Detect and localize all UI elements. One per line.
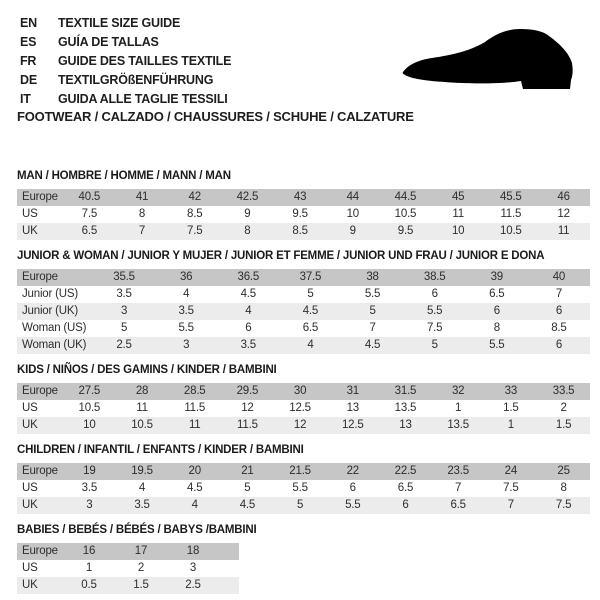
table-row xyxy=(17,480,590,497)
size-cell: 30 xyxy=(274,383,327,400)
size-cell: 44 xyxy=(326,189,379,206)
size-cell: 11.5 xyxy=(221,417,274,434)
size-cell: 32 xyxy=(432,383,485,400)
size-cell: 27.5 xyxy=(63,383,116,400)
size-cell: 19 xyxy=(63,463,116,480)
row-label: Europe xyxy=(17,269,93,286)
size-cell: 6 xyxy=(528,303,590,320)
size-cell: 2.5 xyxy=(93,337,155,354)
size-cell: 10.5 xyxy=(379,206,432,223)
language-code: FR xyxy=(20,54,37,68)
size-cell: 25 xyxy=(537,463,590,480)
size-cell: 46 xyxy=(537,189,590,206)
size-cell: 10 xyxy=(432,223,485,240)
size-cell: 4.5 xyxy=(217,286,279,303)
size-cell: 2 xyxy=(537,400,590,417)
size-cell: 5.5 xyxy=(155,320,217,337)
size-cell: 24 xyxy=(485,463,538,480)
size-cell: 5 xyxy=(274,497,327,514)
size-cell: 8 xyxy=(537,480,590,497)
size-cell: 4 xyxy=(155,286,217,303)
size-cell: 7 xyxy=(485,497,538,514)
row-label: Europe xyxy=(17,543,63,560)
size-cell: 29.5 xyxy=(221,383,274,400)
row-label: US xyxy=(17,400,63,417)
size-cell: 7 xyxy=(528,286,590,303)
size-cell: 1.5 xyxy=(537,417,590,434)
size-cell: 41 xyxy=(116,189,169,206)
size-cell: 11.5 xyxy=(485,206,538,223)
language-row-it xyxy=(20,89,231,108)
size-cell: 5.5 xyxy=(466,337,528,354)
size-cell: 5.5 xyxy=(404,303,466,320)
size-cell: 40.5 xyxy=(63,189,116,206)
size-cell: 38 xyxy=(342,269,404,286)
size-cell: 12 xyxy=(221,400,274,417)
size-cell: 5.5 xyxy=(274,480,327,497)
table-title-junior-woman: JUNIOR & WOMAN / JUNIOR Y MUJER / JUNIOR ET FEMME / JUNIOR UND FRAU / JUNIOR E DONA xyxy=(17,250,545,262)
size-cell: 6.5 xyxy=(432,497,485,514)
size-cell: 18 xyxy=(167,543,219,560)
size-cell: 3 xyxy=(63,497,116,514)
table-row xyxy=(17,577,239,594)
size-cell: 13 xyxy=(379,417,432,434)
table-row xyxy=(17,463,590,480)
size-table-junior-woman xyxy=(17,269,590,354)
size-cell: 0.5 xyxy=(63,577,115,594)
row-label: Woman (UK) xyxy=(17,337,93,354)
language-code: ES xyxy=(20,35,37,49)
size-cell: 3 xyxy=(155,337,217,354)
size-cell: 9.5 xyxy=(274,206,327,223)
row-label: Europe xyxy=(17,189,63,206)
size-cell: 11.5 xyxy=(168,400,221,417)
size-cell: 1.5 xyxy=(485,400,538,417)
table-row xyxy=(17,560,239,577)
size-cell: 21 xyxy=(221,463,274,480)
section-babies xyxy=(17,524,590,594)
language-label: GUIDE DES TAILLES TEXTILE xyxy=(58,54,232,68)
filler-cell xyxy=(219,577,239,594)
table-row xyxy=(17,383,590,400)
table-row xyxy=(17,269,590,286)
size-cell: 10 xyxy=(63,417,116,434)
size-cell: 36 xyxy=(155,269,217,286)
row-label: UK xyxy=(17,577,63,594)
size-cell: 2.5 xyxy=(167,577,219,594)
size-cell: 28 xyxy=(116,383,169,400)
size-cell: 5.5 xyxy=(326,497,379,514)
size-cell: 39 xyxy=(466,269,528,286)
category-title: FOOTWEAR / CALZADO / CHAUSSURES / SCHUHE / CALZATURE xyxy=(17,109,414,124)
size-cell: 1 xyxy=(63,560,115,577)
size-cell: 11 xyxy=(537,223,590,240)
size-cell: 5 xyxy=(93,320,155,337)
table-row xyxy=(17,320,590,337)
size-cell: 3.5 xyxy=(63,480,116,497)
size-cell: 13 xyxy=(326,400,379,417)
table-title-children: CHILDREN / INFANTIL / ENFANTS / KINDER / BAMBINI xyxy=(17,444,304,456)
table-row xyxy=(17,223,590,240)
filler-cell xyxy=(219,560,239,577)
size-cell: 11 xyxy=(432,206,485,223)
size-cell: 10 xyxy=(326,206,379,223)
size-cell: 9 xyxy=(221,206,274,223)
size-table-kids xyxy=(17,383,590,434)
size-cell: 7 xyxy=(116,223,169,240)
language-label: GUIDA ALLE TAGLIE TESSILI xyxy=(58,92,228,106)
size-table-children xyxy=(17,463,590,514)
size-cell: 1 xyxy=(432,400,485,417)
size-cell: 45 xyxy=(432,189,485,206)
size-cell: 3.5 xyxy=(155,303,217,320)
size-cell: 19.5 xyxy=(116,463,169,480)
language-label: TEXTILGRÖßENFÜHRUNG xyxy=(58,73,214,87)
size-cell: 6 xyxy=(379,497,432,514)
size-cell: 13.5 xyxy=(432,417,485,434)
size-table-babies xyxy=(17,543,239,594)
table-row xyxy=(17,497,590,514)
size-cell: 21.5 xyxy=(274,463,327,480)
size-cell: 11 xyxy=(168,417,221,434)
table-row xyxy=(17,337,590,354)
table-title-babies: BABIES / BEBÉS / BÉBÉS / BABYS /BAMBINI xyxy=(17,524,257,536)
row-label: US xyxy=(17,206,63,223)
language-row-fr xyxy=(20,51,231,70)
size-cell: 13.5 xyxy=(379,400,432,417)
size-cell: 8 xyxy=(466,320,528,337)
row-label: Junior (US) xyxy=(17,286,93,303)
section-children xyxy=(17,444,590,514)
row-label: Europe xyxy=(17,463,63,480)
size-cell: 12 xyxy=(537,206,590,223)
filler-cell xyxy=(219,543,239,560)
table-row xyxy=(17,206,590,223)
size-cell: 43 xyxy=(274,189,327,206)
size-cell: 38.5 xyxy=(404,269,466,286)
row-label: Woman (US) xyxy=(17,320,93,337)
size-cell: 5 xyxy=(221,480,274,497)
size-cell: 23.5 xyxy=(432,463,485,480)
language-list xyxy=(20,13,231,108)
size-cell: 6.5 xyxy=(379,480,432,497)
size-cell: 35.5 xyxy=(93,269,155,286)
size-cell: 3 xyxy=(167,560,219,577)
size-cell: 16 xyxy=(63,543,115,560)
size-cell: 40 xyxy=(528,269,590,286)
size-cell: 42 xyxy=(168,189,221,206)
size-cell: 11 xyxy=(116,400,169,417)
row-label: Europe xyxy=(17,383,63,400)
size-cell: 12.5 xyxy=(326,417,379,434)
size-cell: 22.5 xyxy=(379,463,432,480)
section-junior-woman xyxy=(17,250,590,354)
section-kids xyxy=(17,364,590,434)
language-row-de xyxy=(20,70,231,89)
size-cell: 8 xyxy=(116,206,169,223)
size-cell: 1.5 xyxy=(115,577,167,594)
language-row-en xyxy=(20,13,231,32)
size-tables xyxy=(17,170,590,600)
size-cell: 7.5 xyxy=(485,480,538,497)
size-cell: 7.5 xyxy=(63,206,116,223)
size-cell: 45.5 xyxy=(485,189,538,206)
size-cell: 31 xyxy=(326,383,379,400)
size-cell: 7.5 xyxy=(168,223,221,240)
language-label: GUÍA DE TALLAS xyxy=(58,35,159,49)
row-label: UK xyxy=(17,223,63,240)
table-title-man: MAN / HOMBRE / HOMME / MANN / MAN xyxy=(17,170,231,182)
section-man xyxy=(17,170,590,240)
size-cell: 7.5 xyxy=(537,497,590,514)
size-cell: 37.5 xyxy=(279,269,341,286)
language-code: EN xyxy=(20,16,37,30)
row-label: US xyxy=(17,560,63,577)
row-label: Junior (UK) xyxy=(17,303,93,320)
size-cell: 8.5 xyxy=(168,206,221,223)
language-label: TEXTILE SIZE GUIDE xyxy=(58,16,181,30)
size-cell: 36.5 xyxy=(217,269,279,286)
size-cell: 33.5 xyxy=(537,383,590,400)
size-cell: 6.5 xyxy=(466,286,528,303)
size-cell: 5 xyxy=(342,303,404,320)
size-table-man xyxy=(17,189,590,240)
size-cell: 6.5 xyxy=(279,320,341,337)
size-cell: 17 xyxy=(115,543,167,560)
size-cell: 6 xyxy=(528,337,590,354)
size-cell: 8.5 xyxy=(274,223,327,240)
size-cell: 3 xyxy=(93,303,155,320)
table-row xyxy=(17,400,590,417)
size-cell: 33 xyxy=(485,383,538,400)
size-cell: 4.5 xyxy=(168,480,221,497)
row-label: UK xyxy=(17,497,63,514)
size-cell: 12 xyxy=(274,417,327,434)
size-cell: 4.5 xyxy=(279,303,341,320)
size-cell: 12.5 xyxy=(274,400,327,417)
size-cell: 9 xyxy=(326,223,379,240)
row-label: US xyxy=(17,480,63,497)
table-row xyxy=(17,303,590,320)
size-cell: 6 xyxy=(404,286,466,303)
size-cell: 4 xyxy=(116,480,169,497)
size-cell: 5 xyxy=(404,337,466,354)
size-cell: 31.5 xyxy=(379,383,432,400)
size-cell: 7.5 xyxy=(404,320,466,337)
size-cell: 10.5 xyxy=(485,223,538,240)
size-cell: 1 xyxy=(485,417,538,434)
size-cell: 6 xyxy=(217,320,279,337)
table-row xyxy=(17,286,590,303)
shoe-icon xyxy=(390,25,590,100)
size-cell: 28.5 xyxy=(168,383,221,400)
size-cell: 8.5 xyxy=(528,320,590,337)
language-row-es xyxy=(20,32,231,51)
size-cell: 6.5 xyxy=(63,223,116,240)
size-cell: 44.5 xyxy=(379,189,432,206)
size-cell: 4.5 xyxy=(221,497,274,514)
language-code: DE xyxy=(20,73,37,87)
size-cell: 7 xyxy=(432,480,485,497)
size-cell: 10.5 xyxy=(116,417,169,434)
size-cell: 3.5 xyxy=(93,286,155,303)
size-cell: 5.5 xyxy=(342,286,404,303)
row-label: UK xyxy=(17,417,63,434)
size-cell: 6 xyxy=(466,303,528,320)
size-cell: 3.5 xyxy=(116,497,169,514)
size-cell: 5 xyxy=(279,286,341,303)
size-cell: 42.5 xyxy=(221,189,274,206)
size-cell: 4 xyxy=(279,337,341,354)
table-row xyxy=(17,543,239,560)
table-row xyxy=(17,189,590,206)
table-row xyxy=(17,417,590,434)
size-cell: 4.5 xyxy=(342,337,404,354)
size-cell: 9.5 xyxy=(379,223,432,240)
size-cell: 22 xyxy=(326,463,379,480)
size-cell: 6 xyxy=(326,480,379,497)
size-cell: 4 xyxy=(217,303,279,320)
size-cell: 3.5 xyxy=(217,337,279,354)
size-cell: 4 xyxy=(168,497,221,514)
size-cell: 8 xyxy=(221,223,274,240)
size-cell: 10.5 xyxy=(63,400,116,417)
language-code: IT xyxy=(20,92,31,106)
size-cell: 2 xyxy=(115,560,167,577)
size-cell: 20 xyxy=(168,463,221,480)
table-title-kids: KIDS / NIÑOS / DES GAMINS / KINDER / BAMBINI xyxy=(17,364,277,376)
size-cell: 7 xyxy=(342,320,404,337)
